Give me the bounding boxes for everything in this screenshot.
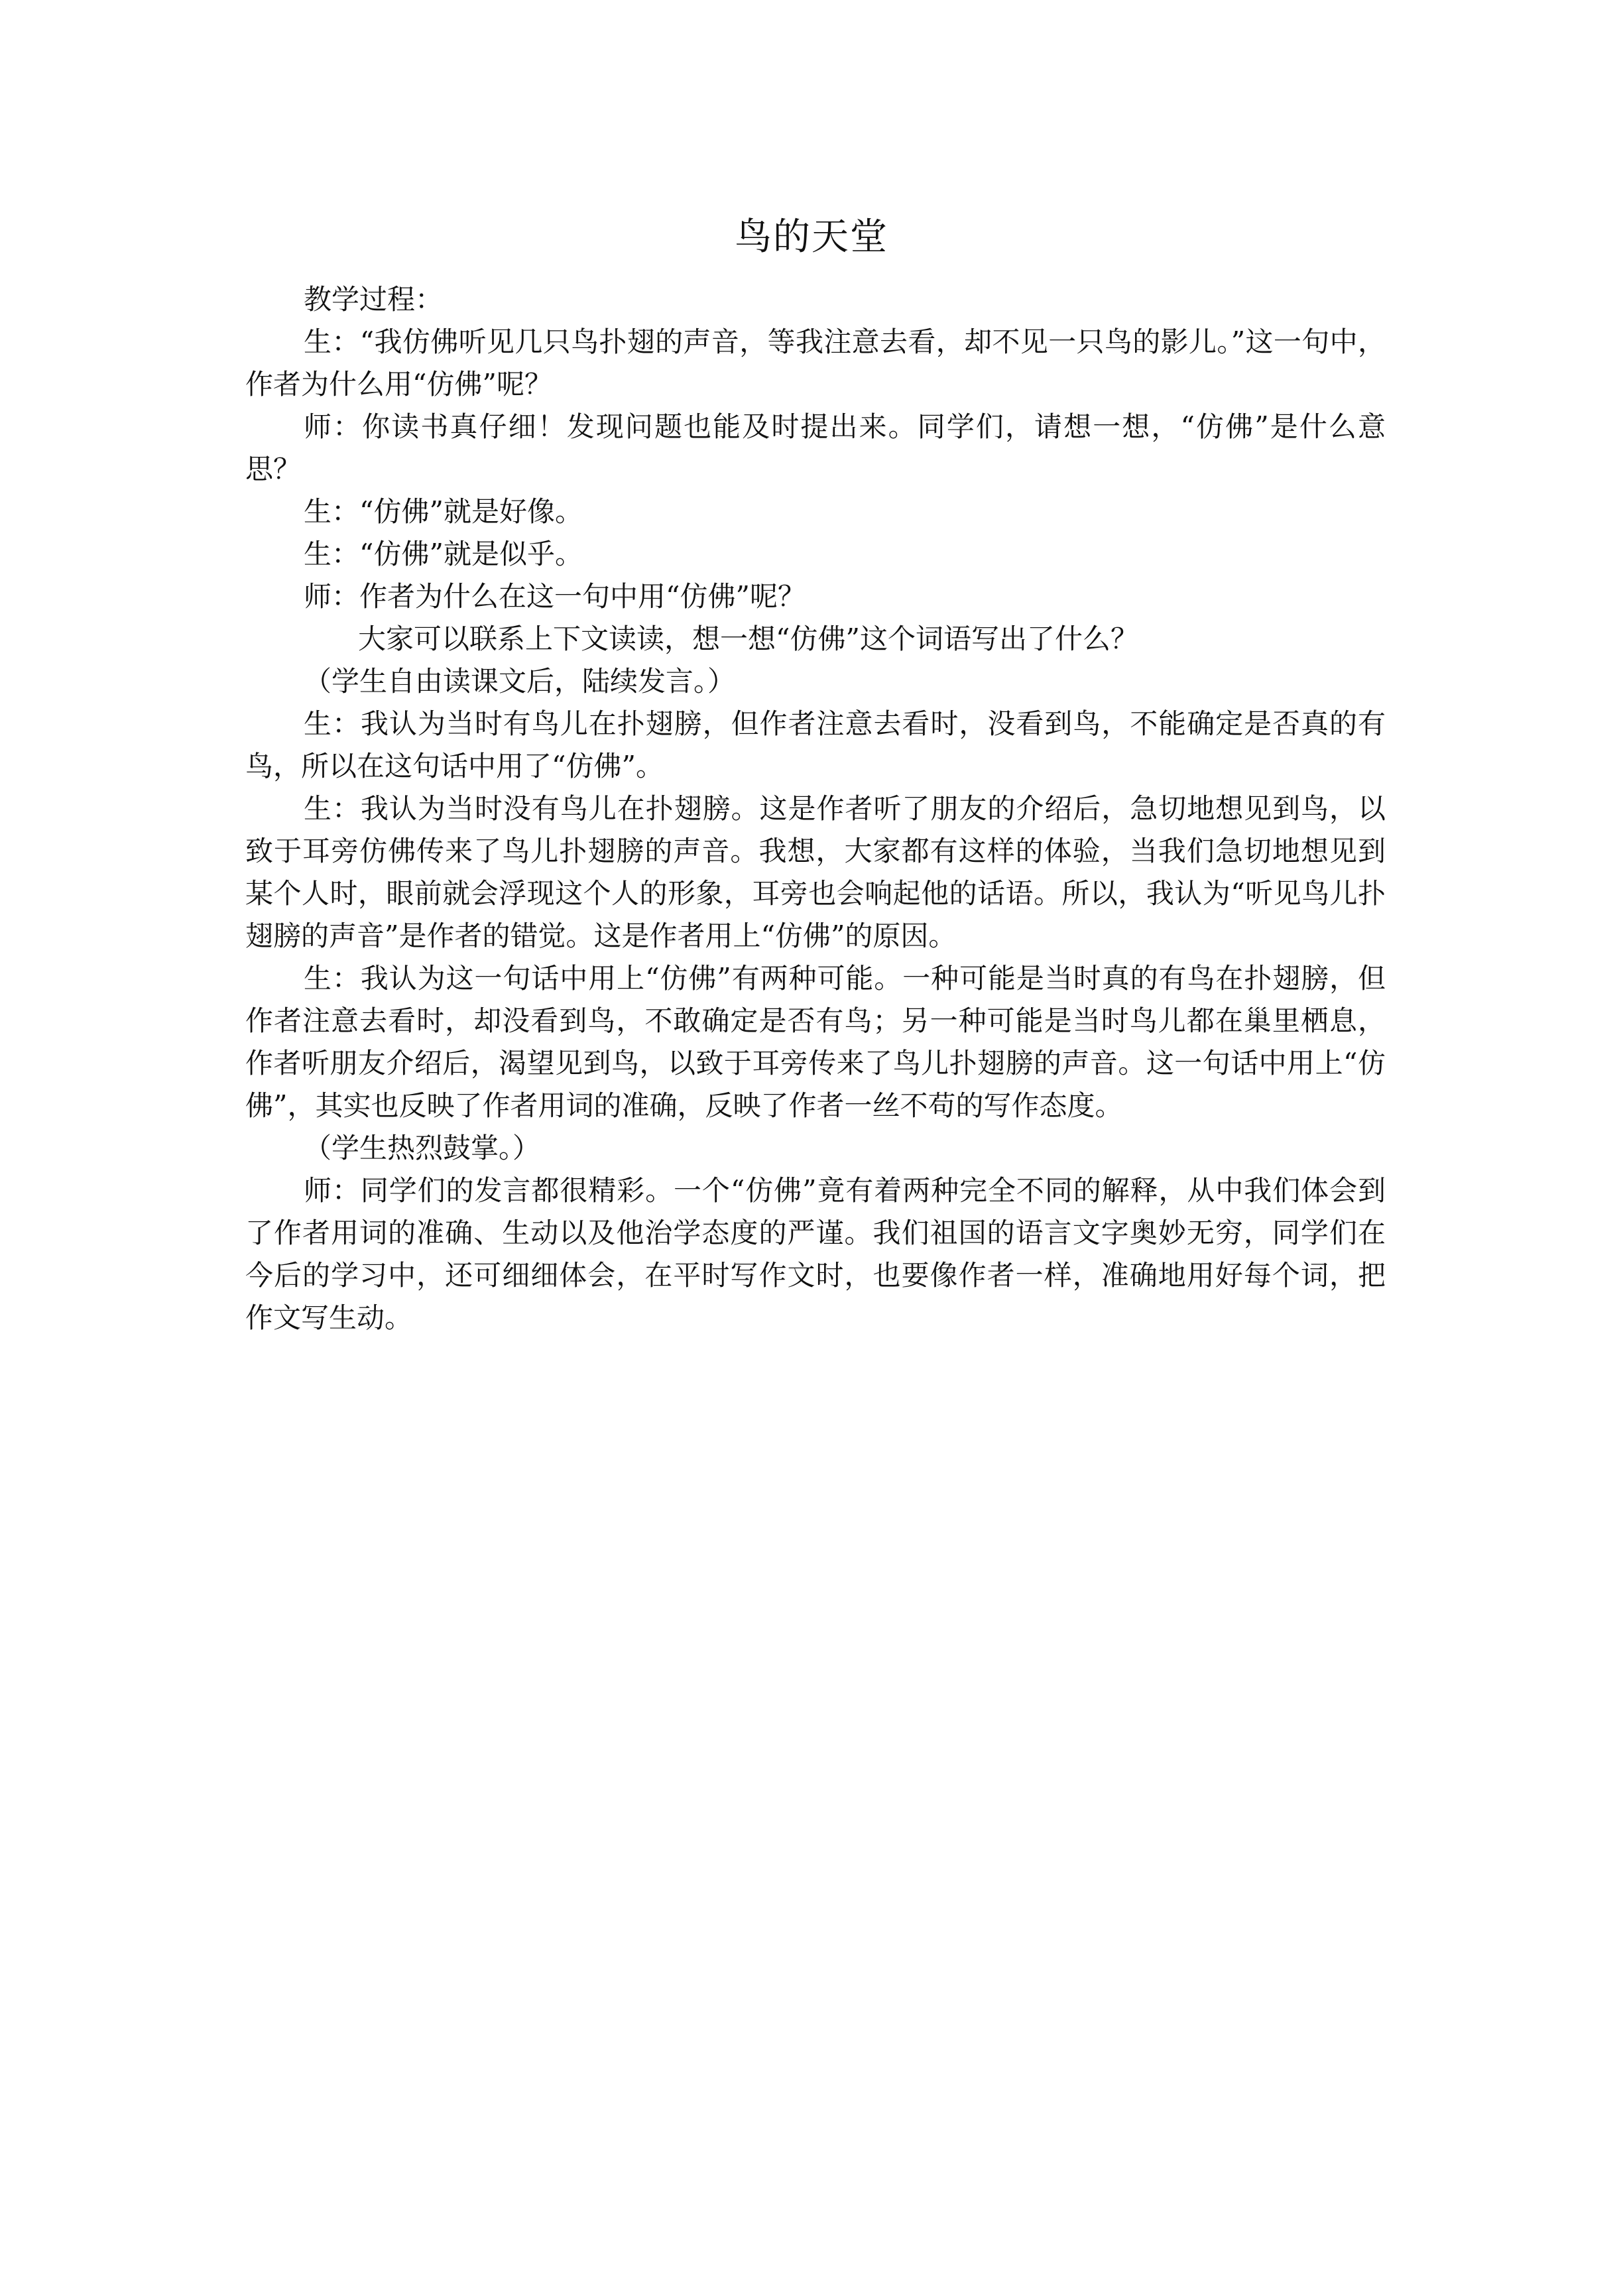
paragraph-student-view-3: 生：我认为这一句话中用上“仿佛”有两种可能。一种可能是当时真的有鸟在扑翅膀，但作者注意去看时，却没看到鸟，不敢确定是否有鸟；另一种可能是当时鸟儿都在巢里栖息，作者听朋友介绍后，渴望见到鸟，以致于耳旁传来了鸟儿扑翅膀的声音。这一句话中用上“仿佛”，其实也反映了作者用词的准确，反映了作者一丝不苟的写作态度。 [245,962,1386,1122]
paragraph-teacher-instruction: 大家可以联系上下文读读，想一想“仿佛”这个词语写出了什么？ [358,623,1138,655]
paragraph-student-view-2: 生：我认为当时没有鸟儿在扑翅膀。这是作者听了朋友的介绍后，急切地想见到鸟，以致于耳旁仿佛传来了鸟儿扑翅膀的声音。我想，大家都有这样的体验，当我们急切地想见到某个人时，眼前就会浮现这个人的形象，耳旁也会响起他的话语。所以，我认为“听见鸟儿扑翅膀的声音”是作者的错觉。这是作者用上“仿佛”的原因。 [245,792,1386,952]
document-body [245,278,1386,1339]
paragraph-student-view-1: 生：我认为当时有鸟儿在扑翅膀，但作者注意去看时，没看到鸟，不能确定是否真的有鸟，所以在这句话中用了“仿佛”。 [245,707,1386,782]
paragraph-teacher-summary: 师：同学们的发言都很精彩。一个“仿佛”竟有着两种完全不同的解释，从中我们体会到了作者用词的准确、生动以及他治学态度的严谨。我们祖国的语言文字奥妙无穷，同学们在今后的学习中，还可细细体会，在平时写作文时，也要像作者一样，准确地用好每个词，把作文写生动。 [245,1174,1386,1334]
paragraph-stage-note-applause: （学生热烈鼓掌。） [304,1132,541,1164]
document-title: 鸟的天堂 [735,215,888,259]
paragraph-teacher-prompt: 师：你读书真仔细！发现问题也能及时提出来。同学们，请想一想，“仿佛”是什么意思？ [245,410,1386,485]
paragraph-teacher-question: 师：作者为什么在这一句中用“仿佛”呢？ [304,580,806,613]
paragraph-student-question: 生：“我仿佛听见几只鸟扑翅的声音，等我注意去看，却不见一只鸟的影儿。”这一句中，作者为什么用“仿佛”呢？ [245,326,1386,400]
paragraph-student-answer-2: 生：“仿佛”就是似乎。 [304,538,583,570]
paragraph-teaching-process: 教学过程： [304,283,444,316]
paragraph-student-answer-1: 生：“仿佛”就是好像。 [304,495,583,528]
paragraph-stage-note-reading: （学生自由读课文后，陆续发言。） [304,665,736,697]
